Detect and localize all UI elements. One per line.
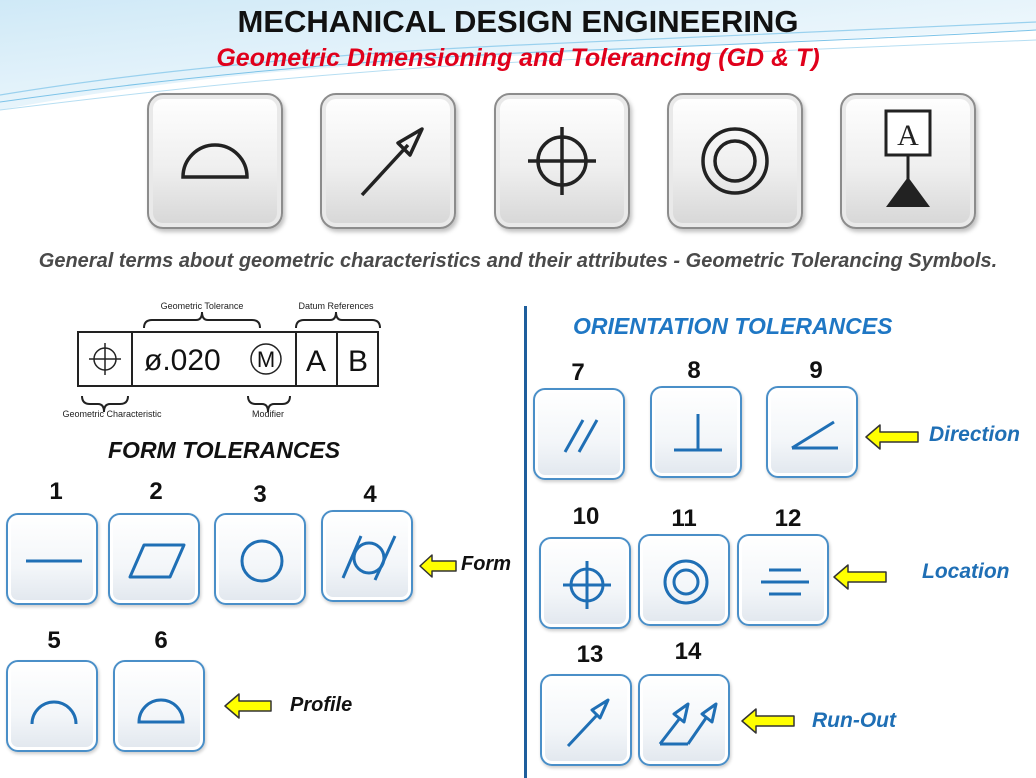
concentricity-icon (669, 95, 801, 227)
flatness-symbol (108, 513, 200, 605)
number-7: 7 (571, 359, 585, 386)
profile-of-surface-small-icon (115, 662, 207, 754)
position-small-icon (541, 539, 633, 631)
number-8: 8 (687, 357, 701, 384)
section-divider (524, 306, 527, 778)
number-1: 1 (49, 478, 63, 505)
perpendicularity-icon (652, 388, 744, 480)
number-9: 9 (809, 357, 823, 384)
datum-feature-symbol (840, 93, 976, 229)
datum-a: A (305, 345, 327, 378)
straightness-icon (8, 515, 100, 607)
modifier-label: Modifier (251, 409, 285, 419)
perpendicularity-symbol (650, 386, 742, 478)
profile-of-surface-symbol (147, 93, 283, 229)
symmetry-icon (739, 536, 831, 628)
location-label: Location (922, 560, 1010, 583)
profile-of-line-icon (8, 662, 100, 754)
number-5: 5 (47, 627, 61, 654)
circularity-icon (216, 515, 308, 607)
page-subtitle: Geometric Dimensioning and Tolerancing (GD & T) (216, 44, 820, 72)
geometric-tolerance-label: Geometric Tolerance (160, 301, 244, 311)
concentricity-small-icon (640, 536, 732, 628)
orientation-tolerances-heading: ORIENTATION TOLERANCES (573, 313, 893, 339)
symmetry-symbol (737, 534, 829, 626)
feature-control-frame (60, 300, 400, 420)
form-arrow-icon (418, 553, 458, 579)
tolerance-value: ø.020 (144, 344, 221, 377)
location-arrow-icon (832, 563, 888, 591)
runout-label: Run-Out (812, 709, 896, 732)
total-runout-symbol (638, 674, 730, 766)
number-11: 11 (671, 505, 697, 532)
angularity-icon (768, 388, 860, 480)
circular-runout-small-symbol (540, 674, 632, 766)
number-13: 13 (576, 641, 604, 668)
datum-letter: A (897, 119, 919, 152)
cylindricity-icon (323, 512, 415, 604)
circularity-symbol (214, 513, 306, 605)
total-runout-icon (640, 676, 732, 768)
datum-feature-icon (842, 95, 974, 227)
circular-runout-symbol (320, 93, 456, 229)
concentricity-symbol (667, 93, 803, 229)
number-10: 10 (572, 503, 600, 530)
straightness-symbol (6, 513, 98, 605)
direction-label: Direction (929, 423, 1021, 446)
position-symbol (494, 93, 630, 229)
direction-arrow-icon (864, 423, 920, 451)
profile-of-surface-icon (149, 95, 281, 227)
circular-runout-icon (322, 95, 454, 227)
profile-of-line-symbol (6, 660, 98, 752)
circular-runout-small-icon (542, 676, 634, 768)
form-tolerances-heading: FORM TOLERANCES (108, 437, 341, 463)
page-title: MECHANICAL DESIGN ENGINEERING (237, 4, 799, 39)
number-2: 2 (149, 478, 163, 505)
position-icon (496, 95, 628, 227)
number-12: 12 (774, 505, 802, 532)
parallelism-icon (535, 390, 627, 482)
description-text: General terms about geometric characteristics and their attributes - Geometric Tolerancing Symbols. (38, 250, 998, 272)
runout-arrow-icon (740, 707, 796, 735)
profile-of-surface-small-symbol (113, 660, 205, 752)
profile-label: Profile (290, 694, 353, 716)
angularity-symbol (766, 386, 858, 478)
datum-b: B (347, 345, 369, 378)
number-3: 3 (253, 481, 267, 508)
number-14: 14 (674, 638, 702, 665)
geometric-characteristic-label: Geometric Characteristic (62, 409, 162, 419)
modifier-symbol: M (256, 347, 276, 372)
number-4: 4 (363, 481, 377, 508)
parallelism-symbol (533, 388, 625, 480)
datum-references-label: Datum References (298, 301, 374, 311)
flatness-icon (110, 515, 202, 607)
concentricity-small-symbol (638, 534, 730, 626)
form-label: Form (461, 553, 511, 575)
cylindricity-symbol (321, 510, 413, 602)
position-small-symbol (539, 537, 631, 629)
number-6: 6 (154, 627, 168, 654)
profile-arrow-icon (223, 692, 273, 720)
